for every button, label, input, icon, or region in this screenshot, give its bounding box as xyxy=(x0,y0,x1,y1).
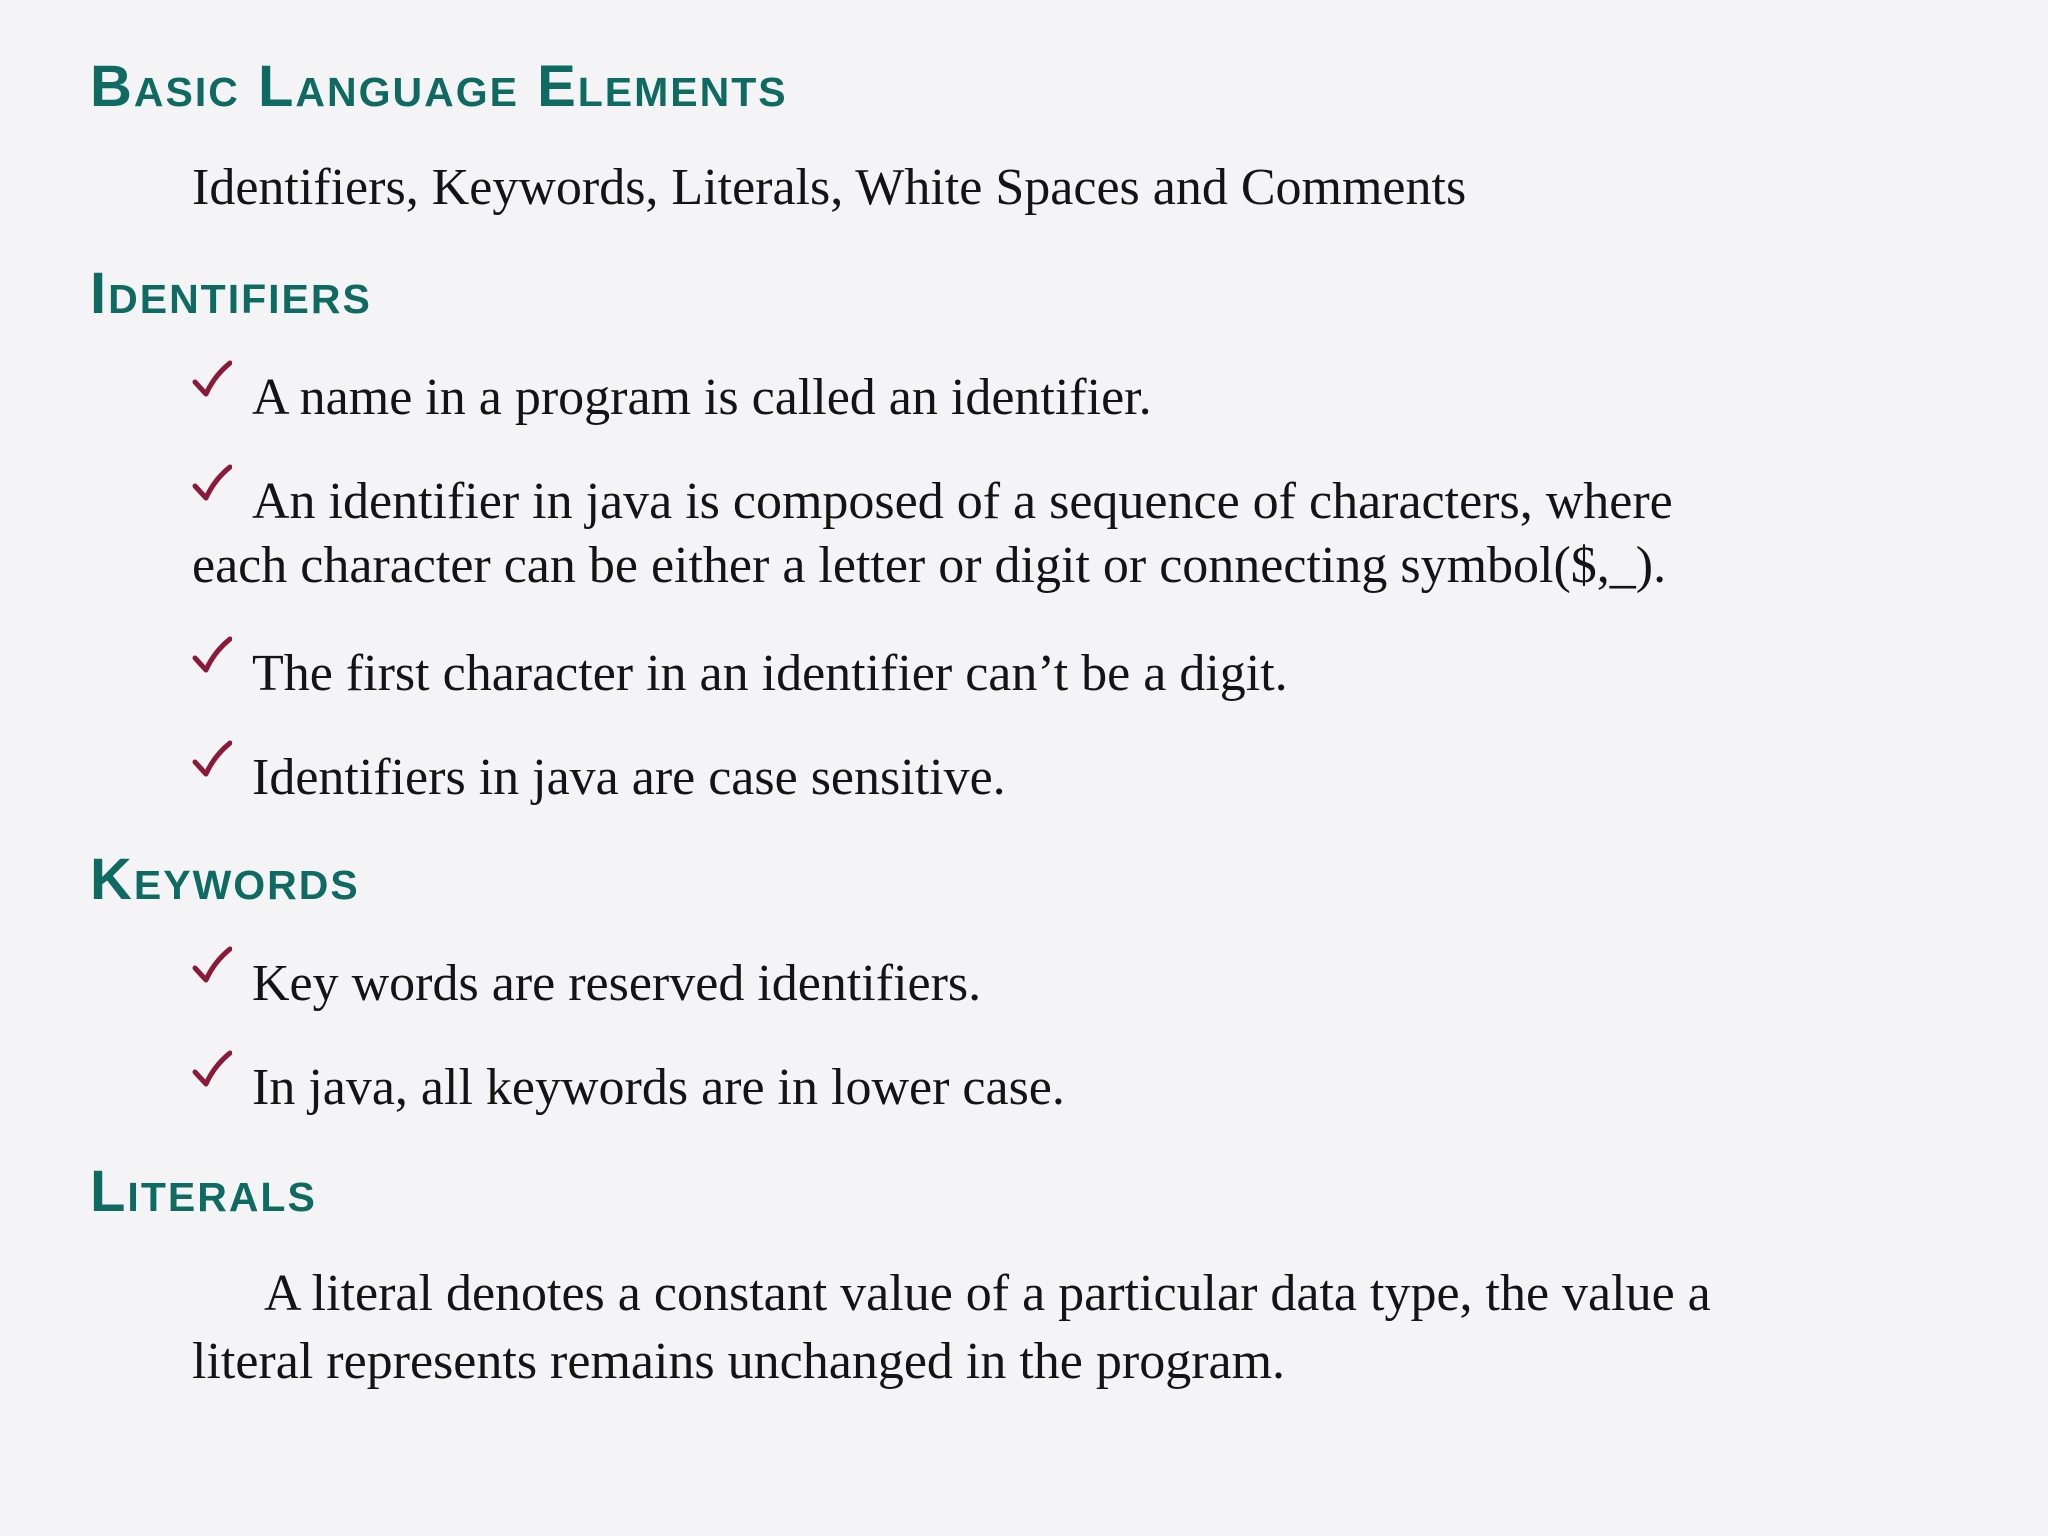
bullet-text: Identifiers in java are case sensitive. xyxy=(252,749,1006,806)
identifiers-bullet-3 xyxy=(192,636,1288,708)
checkmark-icon xyxy=(192,740,232,780)
identifiers-bullet-2-continuation: each character can be either a letter or digit or connecting symbol($,_). xyxy=(192,537,1667,594)
bullet-text: Key words are reserved identifiers. xyxy=(252,955,982,1012)
bullet-text: A name in a program is called an identifier. xyxy=(252,369,1152,426)
literals-paragraph-line-2: literal represents remains unchanged in the program. xyxy=(192,1333,1286,1390)
bullet-text: In java, all keywords are in lower case. xyxy=(252,1059,1065,1116)
literals-heading: Literals xyxy=(90,1159,317,1224)
identifiers-bullet-1 xyxy=(192,360,1152,432)
literals-paragraph-line-1: A literal denotes a constant value of a particular data type, the value a xyxy=(264,1265,1711,1322)
bullet-text: An identifier in java is composed of a sequence of characters, where xyxy=(252,473,1673,530)
slide-title: Basic Language Elements xyxy=(90,54,788,119)
checkmark-icon xyxy=(192,1050,232,1090)
identifiers-bullet-2 xyxy=(192,464,1673,536)
identifiers-bullet-4 xyxy=(192,740,1006,812)
keywords-bullet-1 xyxy=(192,946,981,1018)
checkmark-icon xyxy=(192,946,232,986)
checkmark-icon xyxy=(192,636,232,676)
keywords-bullet-2 xyxy=(192,1050,1065,1122)
identifiers-heading: Identifiers xyxy=(90,261,372,326)
bullet-text: The first character in an identifier can’t be a digit. xyxy=(252,645,1288,702)
slide-subtitle: Identifiers, Keywords, Literals, White Spaces and Comments xyxy=(192,159,1467,216)
checkmark-icon xyxy=(192,360,232,400)
checkmark-icon xyxy=(192,464,232,504)
keywords-heading: Keywords xyxy=(90,847,360,912)
